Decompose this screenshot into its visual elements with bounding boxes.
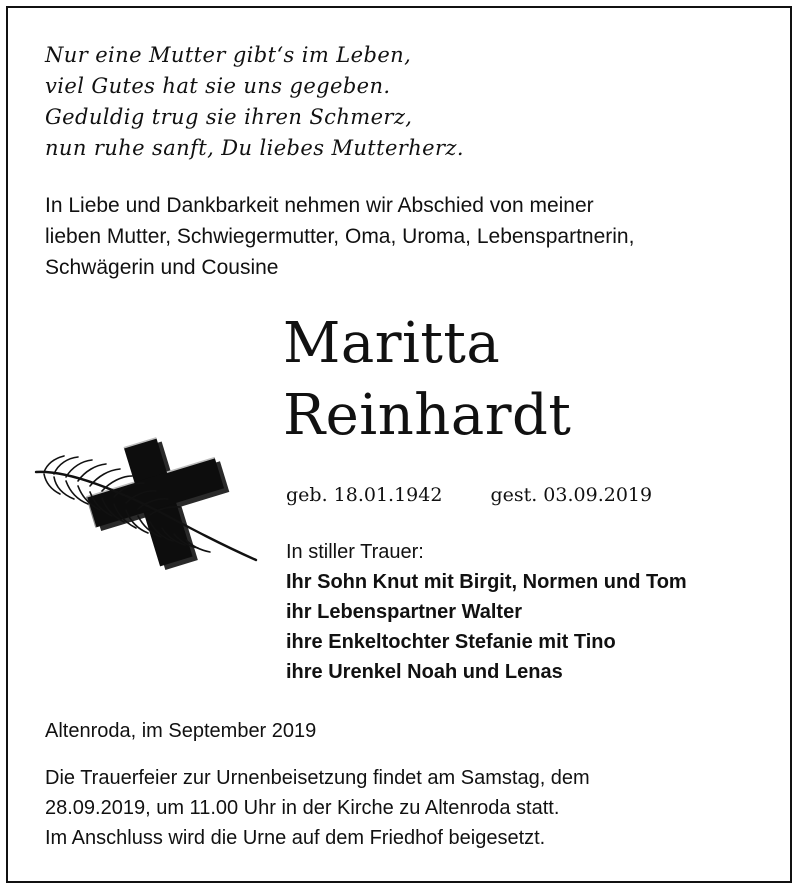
poem (45, 40, 464, 164)
intro-line: In Liebe und Dankbarkeit nehmen wir Abschied von meiner (45, 194, 594, 217)
mourners-heading: In stiller Trauer: (286, 541, 424, 563)
ceremony-line: Die Trauerfeier zur Urnenbeisetzung findet am Samstag, dem (45, 767, 590, 789)
life-dates (286, 481, 652, 509)
intro-line: lieben Mutter, Schwiegermutter, Oma, Uroma, Lebenspartnerin, (45, 225, 635, 248)
poem-line: Nur eine Mutter gibt‘s im Leben, (45, 43, 412, 67)
mourners-block (286, 537, 687, 687)
intro-text (45, 190, 765, 283)
poem-line: Geduldig trug sie ihren Schmerz, (45, 105, 413, 129)
poem-line: nun ruhe sanft, Du liebes Mutterherz. (45, 136, 464, 160)
mourner-line: ihre Urenkel Noah und Lenas (286, 661, 563, 683)
poem-line: viel Gutes hat sie uns gegeben. (45, 74, 391, 98)
mourner-line: ihre Enkeltochter Stefanie mit Tino (286, 631, 616, 653)
death-date: gest. 03.09.2019 (490, 484, 653, 506)
deceased-last-name: Reinhardt (283, 383, 572, 448)
birth-date: geb. 18.01.1942 (286, 484, 443, 506)
intro-line: Schwägerin und Cousine (45, 256, 279, 279)
place-date: Altenroda, im September 2019 (45, 720, 317, 742)
ceremony-line: 28.09.2019, um 11.00 Uhr in der Kirche zu Altenroda statt. (45, 797, 560, 819)
mourner-line: Ihr Sohn Knut mit Birgit, Normen und Tom (286, 571, 687, 593)
deceased-name (283, 308, 571, 452)
deceased-first-name: Maritta (283, 311, 501, 376)
ceremony-info (45, 763, 590, 853)
ceremony-line: Im Anschluss wird die Urne auf dem Friedhof beigesetzt. (45, 827, 546, 849)
cross-with-palm-frond-icon (30, 432, 260, 572)
mourner-line: ihr Lebenspartner Walter (286, 601, 522, 623)
